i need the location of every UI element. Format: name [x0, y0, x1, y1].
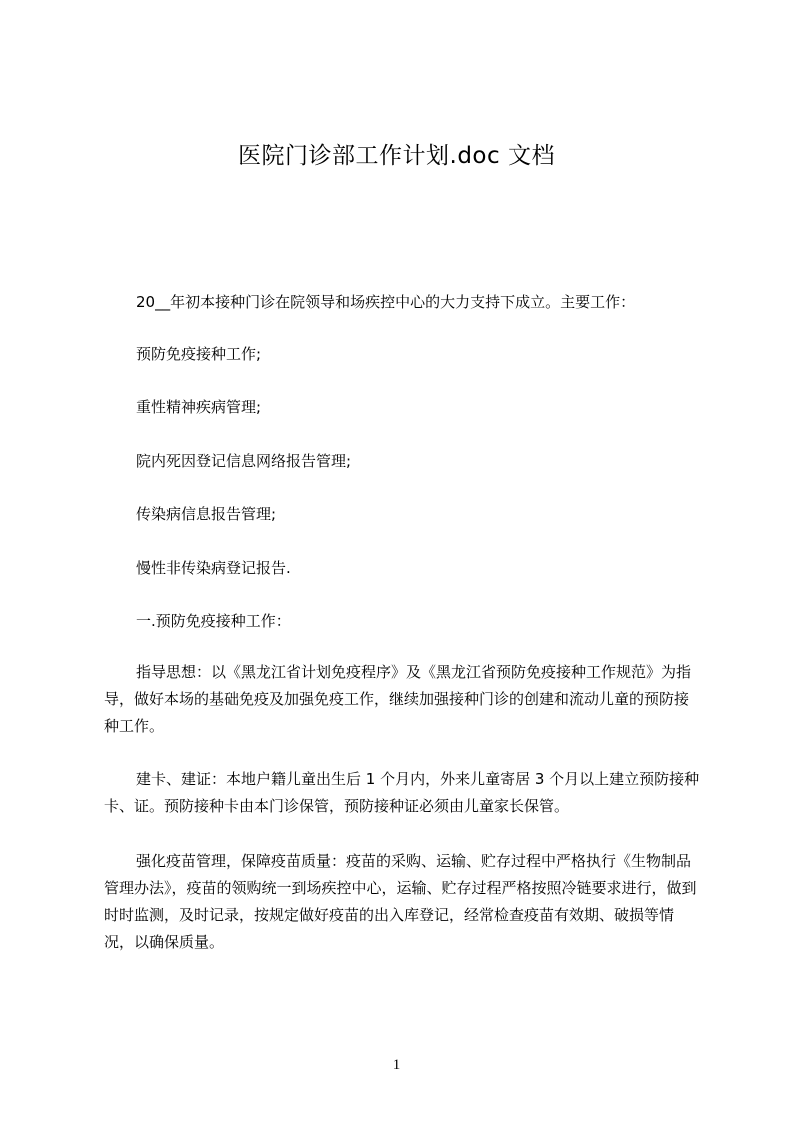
work-item-infectious-disease: 传染病信息报告管理;	[136, 505, 277, 523]
guiding-principle-paragraph: 指导思想：以《黑龙江省计划免疫程序》及《黑龙江省预防免疫接种工作规范》为指导，做好本场的基础免疫及加强免疫工作，继续加强接种门诊的创建和流动儿童的预防接种工作。	[104, 663, 692, 735]
document-title: 医院门诊部工作计划.doc 文档	[238, 143, 555, 169]
work-item-death-registration: 院内死因登记信息网络报告管理;	[136, 452, 352, 470]
intro-paragraph: 20__年初本接种门诊在院领导和场疾控中心的大力支持下成立。主要工作：	[136, 293, 636, 311]
vaccine-management-paragraph: 强化疫苗管理，保障疫苗质量：疫苗的采购、运输、贮存过程中严格执行《生物制品管理办法》，疫苗的领购统一到场疾控中心，运输、贮存过程严格按照冷链要求进行，做到时时监测，及时记录，按规定做好疫苗的出入库登记，经常检查疫苗有效期、破损等情况，以确保质量。	[104, 852, 697, 951]
work-item-chronic-disease: 慢性非传染病登记报告.	[136, 559, 291, 577]
card-certificate-paragraph: 建卡、建证：本地户籍儿童出生后 1 个月内，外来儿童寄居 3 个月以上建立预防接种卡、证。预防接种卡由本门诊保管，预防接种证必须由儿童家长保管。	[104, 770, 700, 815]
work-item-mental-illness: 重性精神疾病管理;	[136, 398, 262, 416]
section-heading-immunization: 一.预防免疫接种工作：	[136, 612, 291, 630]
work-item-immunization: 预防免疫接种工作;	[136, 345, 262, 363]
page-number: 1	[392, 1057, 401, 1073]
